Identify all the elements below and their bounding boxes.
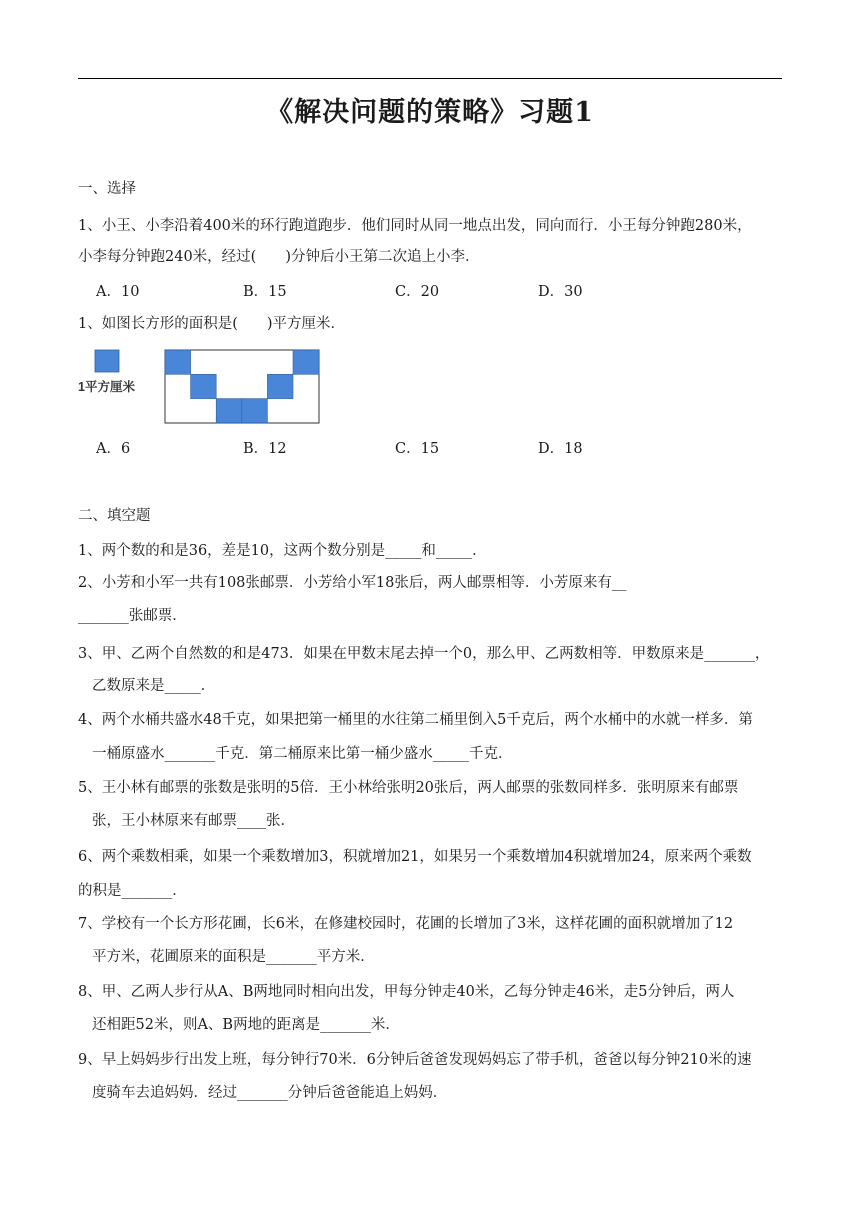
unit-square-label: 1平方厘米 [78,380,135,394]
shaded-square [293,350,319,374]
question-text: 4、两个水桶共盛水48千克，如果把第一桶里的水往第二桶里倒入5千克后，两个水桶中的水就一样多．第 [78,712,753,728]
question-text: 一桶原盛水_______千克．第二桶原来比第一桶少盛水_____千克． [92,746,513,762]
option-a: A．6 [96,441,131,457]
question-text: 还相距52米，则A、B两地的距离是_______米． [92,1017,400,1033]
option-b: B．15 [243,284,287,300]
question-text: 7、学校有一个长方形花圃，长6米，在修建校园时，花圃的长增加了3米，这样花圃的面积就增加了12 [78,916,734,932]
question-text: 平方米，花圃原来的面积是_______平方米． [92,949,375,965]
question-text: 2、小芳和小军一共有108张邮票．小芳给小军18张后，两人邮票相等．小芳原来有__ [78,575,627,591]
question-text: 1、两个数的和是36，差是10，这两个数分别是_____和_____． [78,543,487,559]
option-d: D．18 [538,441,583,457]
rectangle-figure [78,348,328,428]
option-c: C．20 [395,284,440,300]
question-text: _______张邮票． [78,608,187,624]
question-text: 乙数原来是_____． [92,678,216,694]
option-d: D．30 [538,284,583,300]
question-text: 5、王小林有邮票的张数是张明的5倍．王小林给张明20张后，两人邮票的张数同样多．张明原来有邮票 [78,780,739,796]
section-heading-fill: 二、填空题 [78,508,151,524]
question-text: 的积是_______． [78,883,187,899]
shaded-square [242,399,268,423]
question-text: 1、如图长方形的面积是( )平方厘米． [78,316,346,332]
question-text: 6、两个乘数相乘，如果一个乘数增加3，积就增加21，如果另一个乘数增加4积就增加24，原来两个乘数 [78,849,752,865]
option-c: C．15 [395,441,440,457]
question-text: 3、甲、乙两个自然数的和是473．如果在甲数末尾去掉一个0，那么甲、乙两数相等．甲数原来是_______， [78,646,770,662]
option-a: A．10 [96,284,140,300]
shaded-square [267,374,293,398]
shaded-square [216,399,242,423]
shaded-square [165,350,191,374]
question-text: 度骑车去追妈妈．经过_______分钟后爸爸能追上妈妈． [92,1085,448,1101]
header-rule [78,78,782,79]
question-text: 张，王小林原来有邮票____张． [92,813,295,829]
question-text: 9、早上妈妈步行出发上班，每分钟行70米．6分钟后爸爸发现妈妈忘了带手机，爸爸以每分钟210米的速 [78,1052,752,1068]
question-text: 8、甲、乙两人步行从A、B两地同时相向出发，甲每分钟走40米，乙每分钟走46米，走5分钟后，两人 [78,984,735,1000]
question-text: 1、小王、小李沿着400米的环行跑道跑步．他们同时从同一地点出发，同向而行．小王每分钟跑280米， [78,218,752,234]
option-b: B．12 [243,441,287,457]
page-title: 《解决问题的策略》习题1 [266,97,594,128]
shaded-square [191,374,217,398]
question-text: 小李每分钟跑240米，经过( )分钟后小王第二次追上小李． [78,249,480,265]
section-heading-choice: 一、选择 [78,181,136,197]
unit-square [95,350,119,372]
